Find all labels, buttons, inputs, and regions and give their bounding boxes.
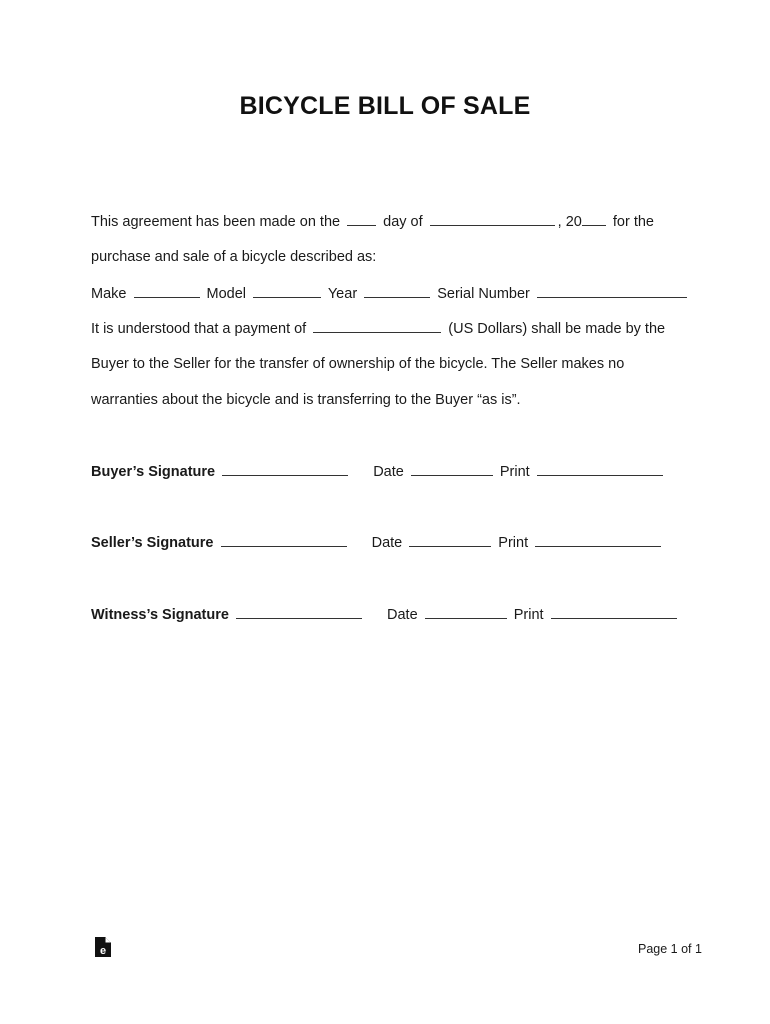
- buyer-print-blank[interactable]: [537, 463, 663, 476]
- eforms-logo-icon: [94, 936, 112, 958]
- model-blank[interactable]: [253, 285, 321, 298]
- purchase-description-line: purchase and sale of a bicycle described as:: [91, 249, 377, 265]
- buyer-date-blank[interactable]: [411, 463, 493, 476]
- seller-signature-blank[interactable]: [221, 534, 347, 547]
- year-blank[interactable]: [582, 213, 606, 226]
- warranty-line: warranties about the bicycle and is transferring to the Buyer “as is”.: [91, 392, 521, 408]
- witness-print-label: Print: [513, 607, 544, 623]
- bicycle-details-line: [91, 285, 690, 302]
- buyer-date-label: Date: [373, 464, 404, 480]
- serial-number-blank[interactable]: [537, 285, 687, 298]
- month-blank[interactable]: [430, 213, 555, 226]
- document-title: BICYCLE BILL OF SALE: [239, 92, 531, 120]
- witness-date-label: Date: [387, 607, 418, 623]
- buyer-signature-label: Buyer’s Signature: [91, 464, 216, 480]
- buyer-signature-row: [91, 463, 666, 480]
- witness-date-blank[interactable]: [425, 606, 507, 619]
- witness-print-blank[interactable]: [551, 606, 677, 619]
- day-blank[interactable]: [347, 213, 376, 226]
- buyer-signature-blank[interactable]: [222, 463, 348, 476]
- seller-print-blank[interactable]: [535, 534, 661, 547]
- seller-date-blank[interactable]: [409, 534, 491, 547]
- seller-print-label: Print: [498, 535, 529, 551]
- witness-signature-label: Witness’s Signature: [91, 607, 229, 623]
- model-label: Model: [206, 286, 247, 302]
- year-field-blank[interactable]: [364, 285, 430, 298]
- payment-text-end: (US Dollars) shall be made by the: [448, 321, 666, 337]
- witness-signature-blank[interactable]: [236, 606, 362, 619]
- svg-text:e: e: [99, 945, 107, 957]
- buyer-print-label: Print: [499, 464, 530, 480]
- for-the-text: for the: [612, 214, 654, 230]
- year-prefix-text: , 20: [557, 214, 582, 230]
- payment-text-start: It is understood that a payment of: [91, 321, 307, 337]
- payment-blank[interactable]: [313, 320, 441, 333]
- page-number: Page 1 of 1: [638, 942, 702, 956]
- year-label: Year: [327, 286, 358, 302]
- agreement-date-line: [91, 213, 654, 230]
- agreement-text-start: This agreement has been made on the: [91, 214, 341, 230]
- seller-signature-row: [91, 534, 664, 551]
- witness-signature-row: [91, 606, 680, 623]
- day-of-text: day of: [383, 214, 423, 230]
- seller-date-label: Date: [371, 535, 403, 551]
- payment-line: [91, 320, 665, 337]
- seller-signature-label: Seller’s Signature: [91, 535, 214, 551]
- make-label: Make: [91, 286, 127, 302]
- serial-number-label: Serial Number: [437, 286, 530, 302]
- make-blank[interactable]: [134, 285, 200, 298]
- transfer-line: Buyer to the Seller for the transfer of ownership of the bicycle. The Seller makes no: [91, 356, 625, 372]
